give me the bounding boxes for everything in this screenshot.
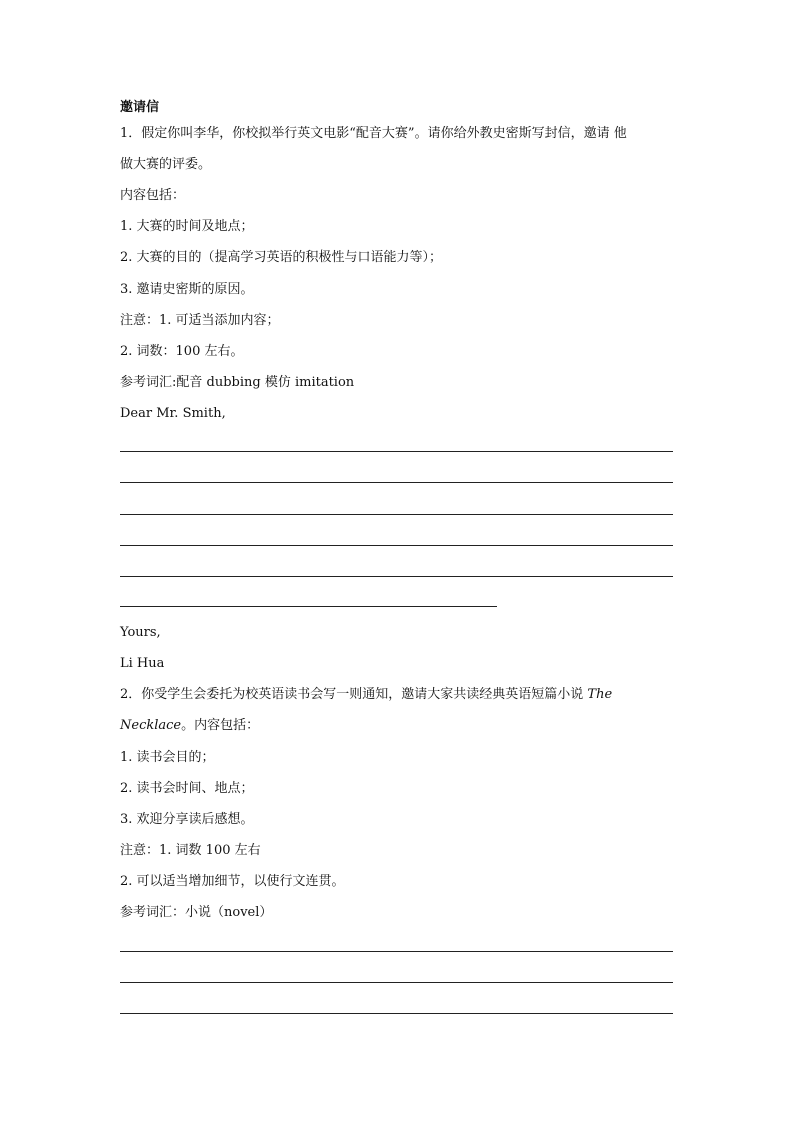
q2-item-1: 1. 读书会目的； bbox=[120, 750, 215, 765]
q2-note-2: 2. 可以适当增加细节，以使行文连贯。 bbox=[120, 874, 345, 889]
q1-vocab: 参考词汇:配音 dubbing 模仿 imitation bbox=[120, 375, 355, 390]
answer-line-short bbox=[120, 606, 497, 607]
q1-item-3: 3. 邀请史密斯的原因。 bbox=[120, 282, 254, 297]
q1-prompt-line2: 做大赛的评委。 bbox=[120, 157, 212, 172]
q2-item-2: 2. 读书会时间、地点； bbox=[120, 781, 254, 796]
doc-title: 邀请信 bbox=[120, 100, 160, 115]
answer-line bbox=[120, 982, 673, 983]
q2-novel-title-part1: The bbox=[587, 687, 613, 702]
answer-line bbox=[120, 482, 673, 483]
q2-prompt-suffix: 。内容包括： bbox=[181, 718, 260, 733]
q1-content-header: 内容包括： bbox=[120, 188, 186, 203]
q2-novel-title-part2: Necklace bbox=[120, 718, 182, 733]
q1-note-2: 2. 词数：100 左右。 bbox=[120, 344, 244, 359]
q1-note-1: 注意：1. 可适当添加内容； bbox=[120, 313, 280, 328]
answer-line bbox=[120, 951, 673, 952]
q1-prompt-line1: 1．假定你叫李华，你校拟举行英文电影“配音大赛”。请你给外教史密斯写封信，邀请 他 bbox=[120, 126, 627, 141]
q1-closing: Yours, bbox=[120, 625, 161, 640]
q2-prompt-line1 bbox=[120, 687, 612, 703]
q1-item-2: 2. 大赛的目的（提高学习英语的积极性与口语能力等）； bbox=[120, 250, 443, 265]
answer-line bbox=[120, 545, 673, 546]
q2-prompt-line2 bbox=[120, 718, 259, 734]
answer-line bbox=[120, 1013, 673, 1014]
q2-note-1: 注意：1. 词数 100 左右 bbox=[120, 843, 261, 858]
q1-item-1: 1. 大赛的时间及地点； bbox=[120, 219, 254, 234]
answer-line bbox=[120, 451, 673, 452]
q1-salutation: Dear Mr. Smith, bbox=[120, 406, 226, 421]
answer-line bbox=[120, 576, 673, 577]
q2-vocab: 参考词汇：小说（novel） bbox=[120, 905, 273, 920]
q1-signature: Li Hua bbox=[120, 656, 165, 671]
answer-line bbox=[120, 514, 673, 515]
q2-prompt-text: 2．你受学生会委托为校英语读书会写一则通知，邀请大家共读经典英语短篇小说 bbox=[120, 687, 588, 702]
q2-item-3: 3. 欢迎分享读后感想。 bbox=[120, 812, 254, 827]
